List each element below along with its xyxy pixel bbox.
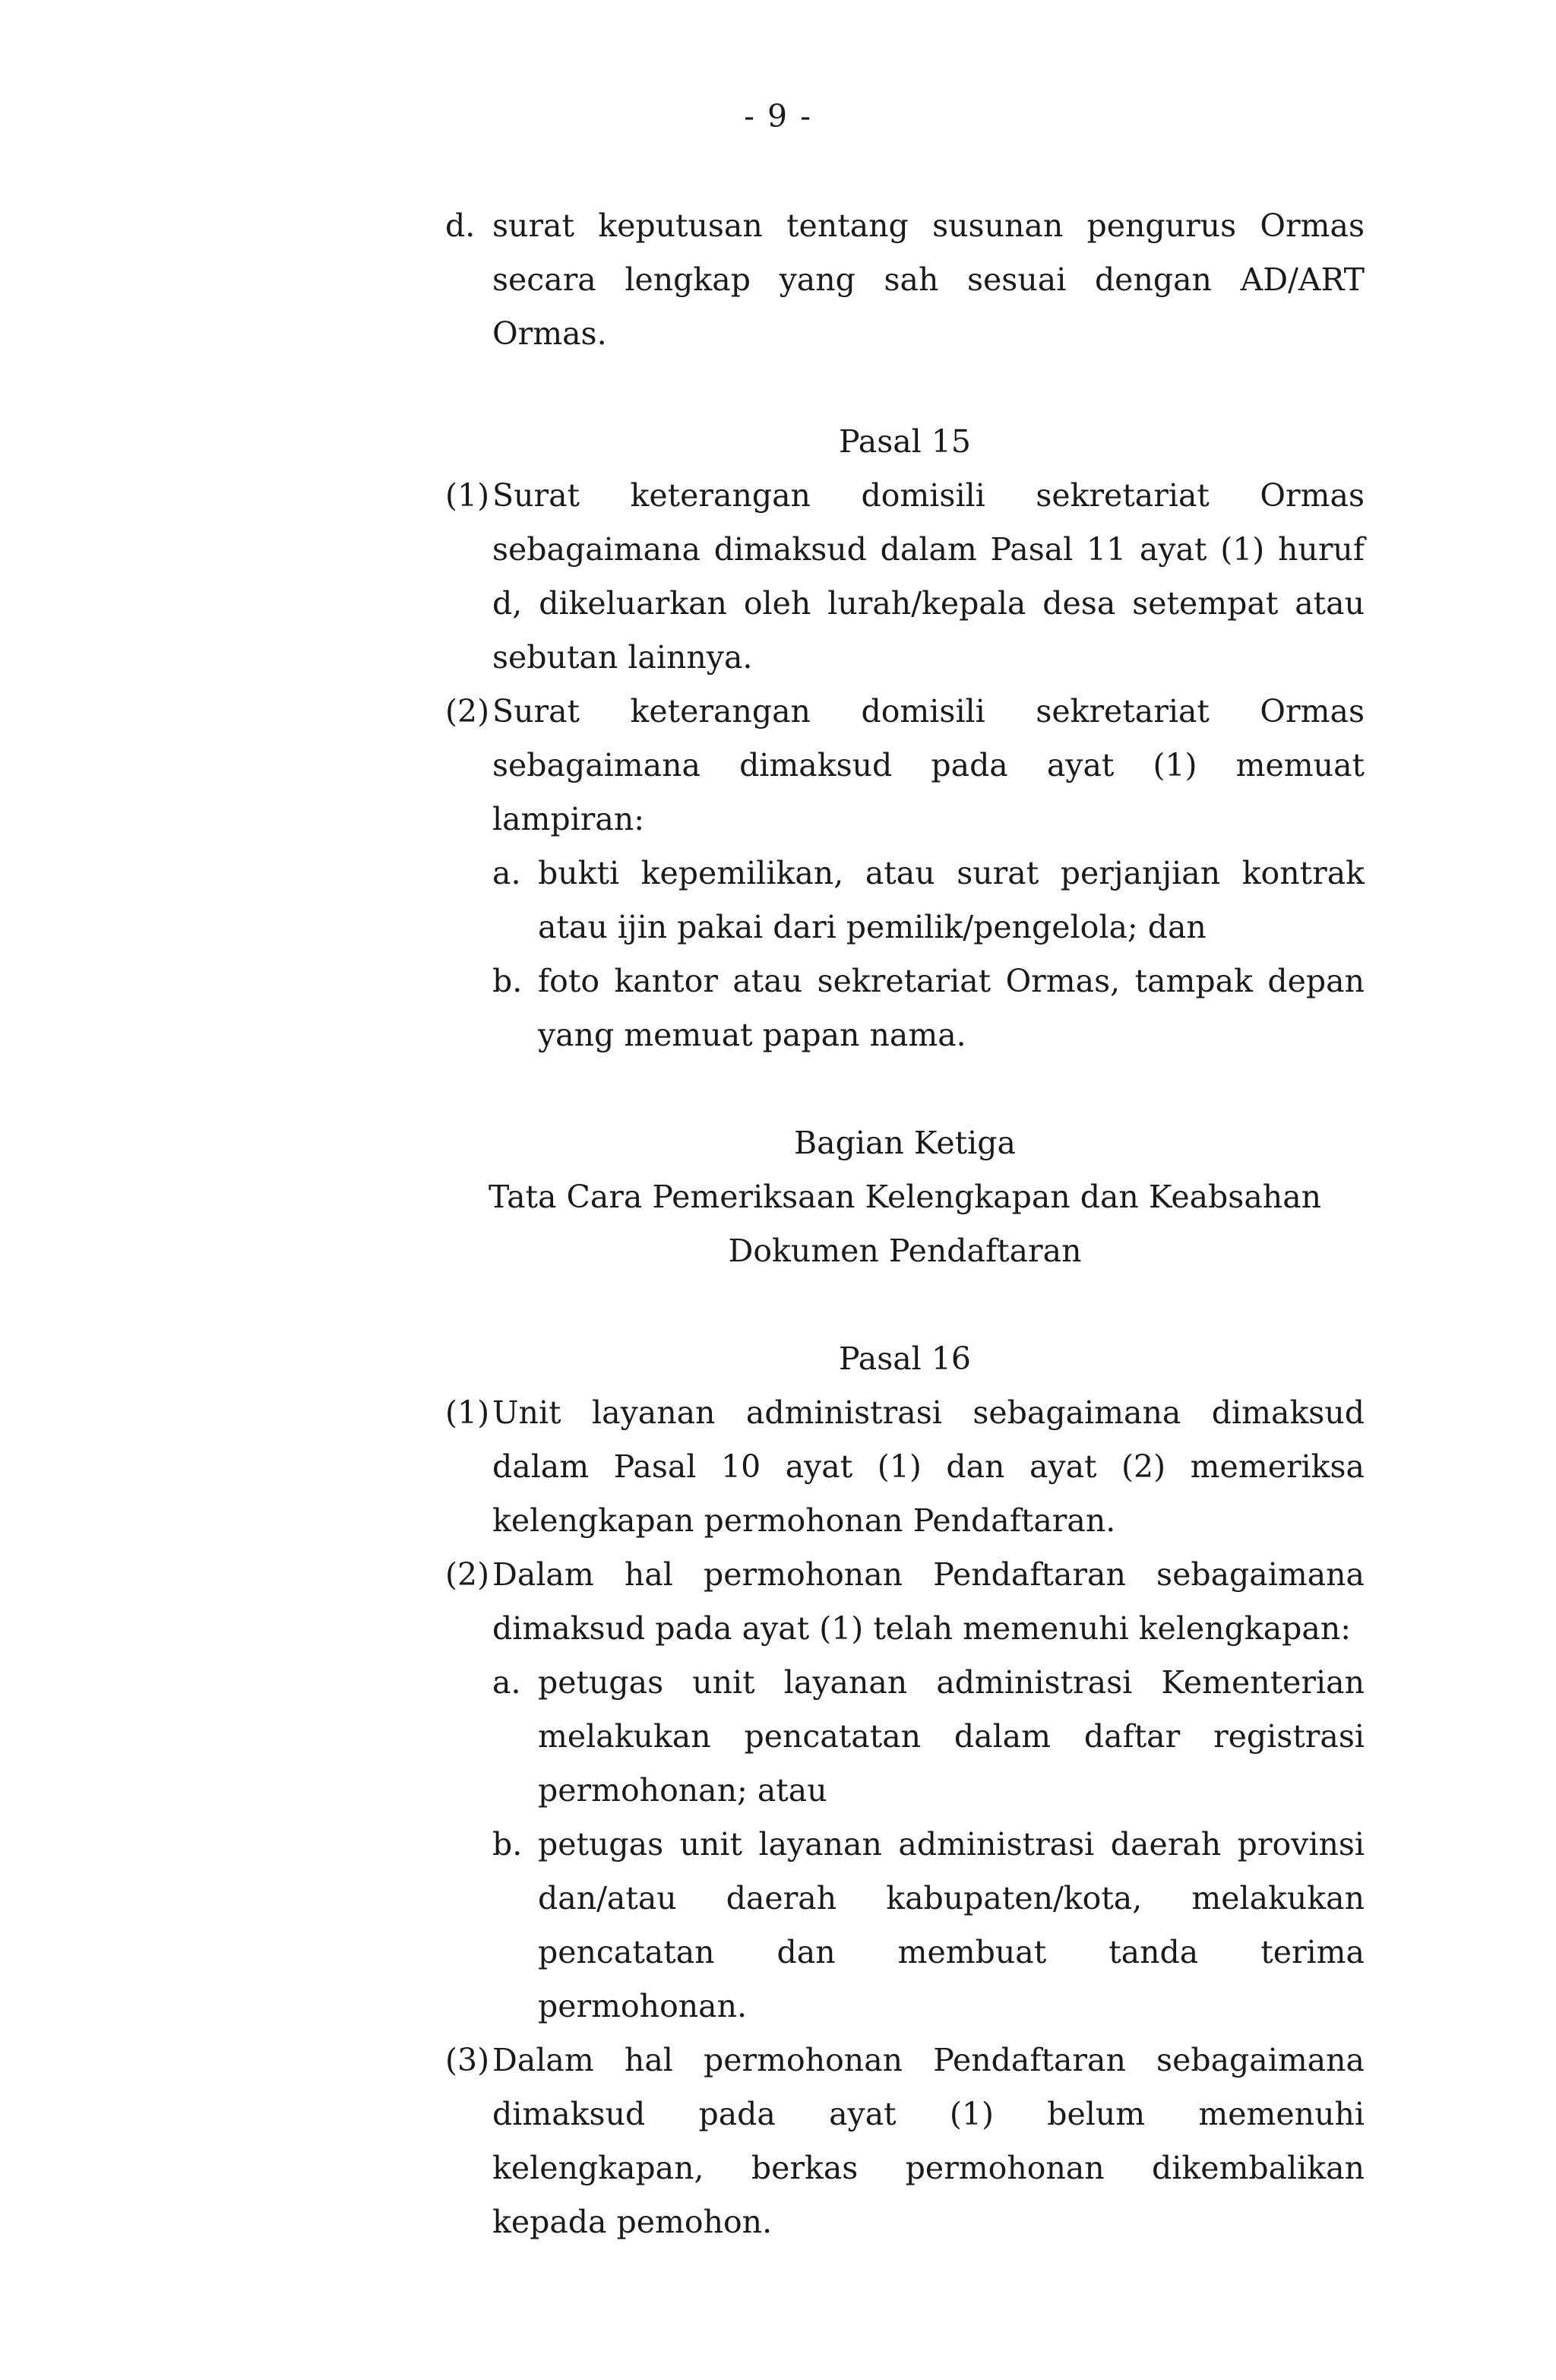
sub-text: petugas unit layanan administrasi daerah provinsi dan/atau daerah kabupaten/kota, melakukan pencatatan dan membuat tanda terima permohonan.: [538, 1826, 1365, 2024]
pasal-16-ayat-1: [445, 1386, 1365, 1548]
ayat-text: Unit layanan administrasi sebagaimana dimaksud dalam Pasal 10 ayat (1) dan ayat (2) memeriksa kelengkapan permohonan Pendaftaran.: [492, 1394, 1365, 1539]
page-number: - 9 -: [744, 98, 812, 135]
pasal-15-ayat-2-sublist: [492, 847, 1365, 1062]
list-item-d: [445, 199, 1365, 361]
bagian-subtitle-line-1: Tata Cara Pemeriksaan Kelengkapan dan Keabsahan: [488, 1179, 1322, 1215]
sub-item-b: [492, 954, 1365, 1062]
list-label: d.: [445, 207, 476, 244]
pasal-16-title: Pasal 16: [839, 1340, 971, 1377]
sub-item-a: [492, 1656, 1365, 1818]
sub-item-a: [492, 847, 1365, 954]
ayat-text: Surat keterangan domisili sekretariat Ormas sebagaimana dimaksud pada ayat (1) memuat lampiran:: [492, 693, 1365, 837]
sub-label: b.: [492, 1826, 523, 1863]
sub-label: a.: [492, 855, 521, 891]
pasal-16-ayat-2-sublist: [492, 1656, 1365, 2033]
ayat-label: (1): [445, 1394, 490, 1431]
ayat-text: Dalam hal permohonan Pendaftaran sebagaimana dimaksud pada ayat (1) telah memenuhi kelengkapan:: [492, 1556, 1365, 1647]
list-text: surat keputusan tentang susunan pengurus Ormas secara lengkap yang sah sesuai dengan AD/ART Ormas.: [492, 207, 1365, 352]
sub-text: foto kantor atau sekretariat Ormas, tampak depan yang memuat papan nama.: [538, 963, 1365, 1053]
ayat-text: Surat keterangan domisili sekretariat Ormas sebagaimana dimaksud dalam Pasal 11 ayat (1) huruf d, dikeluarkan oleh lurah/kepala desa setempat atau sebutan lainnya.: [492, 477, 1365, 676]
pasal-15-ayat-2: [445, 685, 1365, 847]
sub-label: b.: [492, 963, 523, 999]
pasal-15-ayat-1: [445, 469, 1365, 685]
ayat-label: (2): [445, 693, 490, 730]
pasal-16-ayat-3: [445, 2033, 1365, 2249]
ayat-label: (2): [445, 1556, 490, 1593]
ayat-text: Dalam hal permohonan Pendaftaran sebagaimana dimaksud pada ayat (1) belum memenuhi kelengkapan, berkas permohonan dikembalikan kepada pemohon.: [492, 2042, 1365, 2240]
bagian-subtitle-line-2: Dokumen Pendaftaran: [728, 1233, 1082, 1269]
ayat-label: (3): [445, 2042, 490, 2078]
bagian-title: Bagian Ketiga: [794, 1125, 1016, 1161]
pasal-15-title: Pasal 15: [839, 423, 971, 460]
sub-text: petugas unit layanan administrasi Kementerian melakukan pencatatan dalam daftar registrasi permohonan; atau: [538, 1664, 1365, 1809]
sub-item-b: [492, 1818, 1365, 2033]
pasal-16-ayat-2: [445, 1548, 1365, 1656]
document-body: [445, 199, 1365, 2249]
ayat-label: (1): [445, 477, 490, 514]
sub-label: a.: [492, 1664, 521, 1701]
sub-text: bukti kepemilikan, atau surat perjanjian kontrak atau ijin pakai dari pemilik/pengelola; dan: [538, 855, 1365, 945]
